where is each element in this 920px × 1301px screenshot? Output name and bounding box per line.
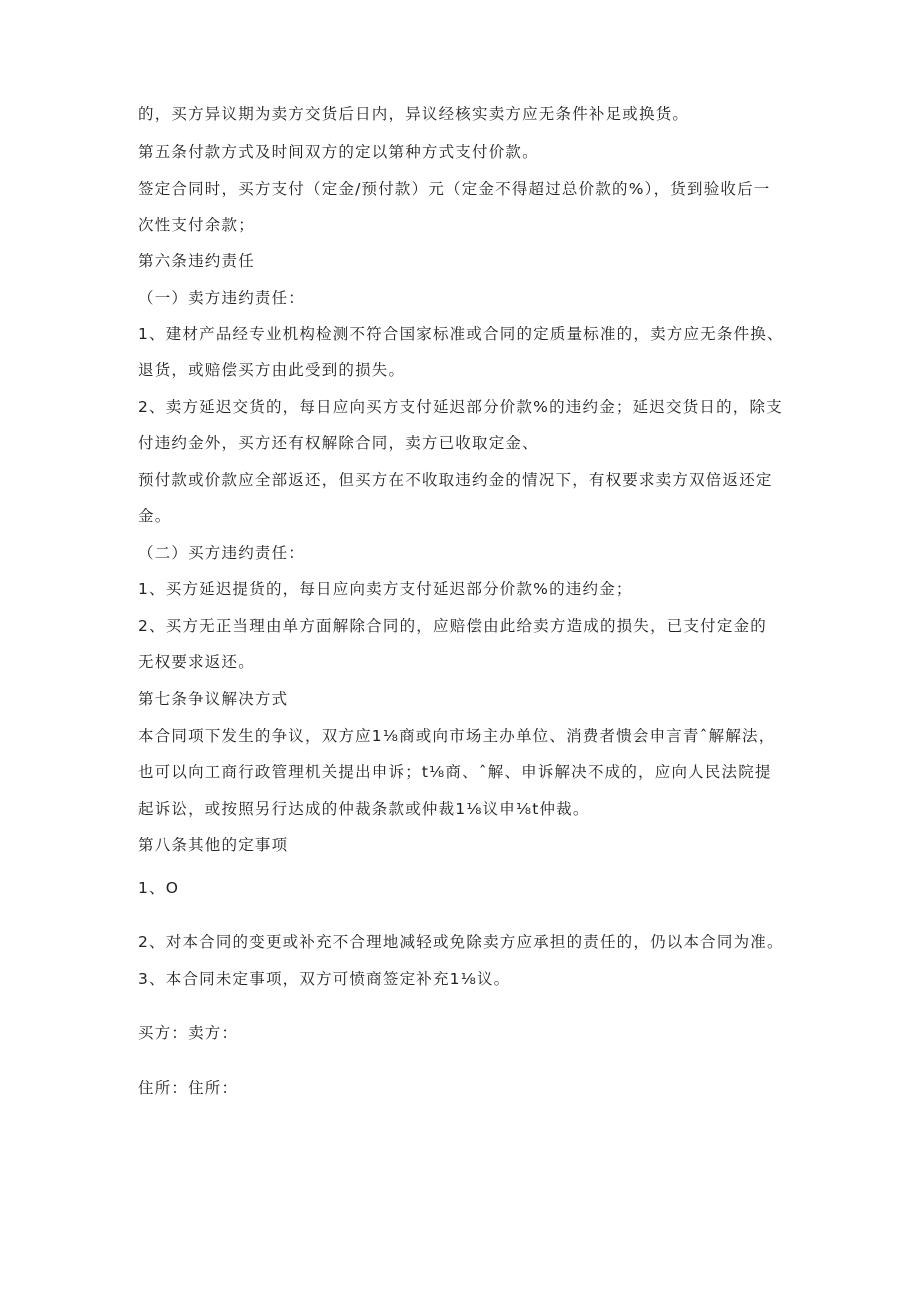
text-line: 的，买方异议期为卖方交货后日内，异议经核实卖方应无条件补足或换货。 (138, 105, 690, 123)
text-line: 2、对本合同的变更或补充不合理地减轻或免除卖方应承担的责任的，仍以本合同为准。 (138, 933, 784, 951)
text-line: 也可以向工商行政管理机关提出申诉；t⅛商、ˆ解、申诉解决不成的，应向人民法院提 (138, 763, 772, 781)
text-line: 本合同项下发生的争议，双方应1⅛商或向市场主办单位、消费者愦会申言青ˆ解解法， (138, 727, 776, 745)
text-line: 1、O (138, 879, 180, 897)
signature-parties: 买方：卖方： (138, 1024, 239, 1042)
subsection-heading: （二）买方违约责任： (138, 544, 306, 562)
address-parties: 住所：住所： (138, 1079, 239, 1097)
text-line: 无权要求返还。 (138, 653, 255, 671)
text-line: 1、买方延迟提货的，每日应向卖方支付延迟部分价款%的违约金； (138, 580, 633, 598)
text-line: 付违约金外，买方还有权解除合同，卖方已收取定金、 (138, 434, 539, 452)
text-line: 2、卖方延迟交货的，每日应向买方支付延迟部分价款%的违约金；延迟交货日的，除支 (138, 398, 783, 416)
text-line: 起诉讼，或按照另行达成的仲裁条款或仲裁1⅛议申⅛t仲裁。 (138, 800, 590, 818)
text-line: 3、本合同未定事项，双方可愤商签定补充1⅛议。 (138, 970, 511, 988)
text-line: 预付款或价款应全部返还，但买方在不收取违约金的情况下，有权要求卖方双倍返还定 (138, 471, 773, 489)
text-line: 退货，或赔偿买方由此受到的损失。 (138, 361, 406, 379)
text-line: 2、买方无正当理由单方面解除合同的，应赔偿由此给卖方造成的损失，已支付定金的 (138, 617, 767, 635)
text-line: 签定合同时，买方支付（定金/预付款）元（定金不得超过总价款的%），货到验收后一 (138, 180, 771, 198)
text-line: 第五条付款方式及时间双方的定以第种方式支付价款。 (138, 143, 539, 161)
subsection-heading: （一）卖方违约责任： (138, 289, 306, 307)
section-heading: 第七条争议解决方式 (138, 690, 289, 708)
text-line: 1、建材产品经专业机构检测不符合国家标准或合同的定质量标准的，卖方应无条件换、 (138, 325, 784, 343)
section-heading: 第六条违约责任 (138, 252, 255, 270)
text-line: 金。 (138, 507, 172, 525)
section-heading: 第八条其他的定事项 (138, 836, 289, 854)
text-line: 次性支付余款； (138, 216, 255, 234)
